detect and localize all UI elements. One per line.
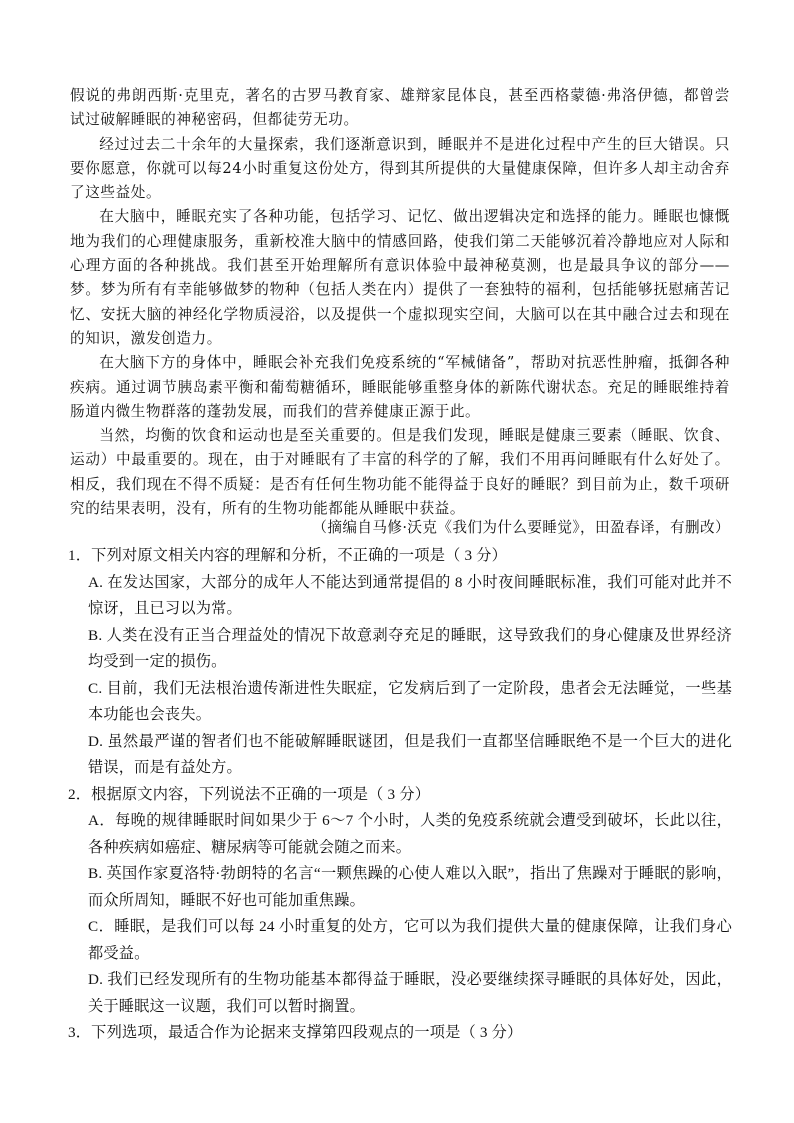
option-c: C．睡眠，是我们可以每 24 小时重复的处方，它可以为我们提供大量的健康保障，让我们身心都受益。 — [88, 918, 732, 962]
option-d: D. 虽然最严谨的智者们也不能破解睡眠谜团，但是我们一直都坚信睡眠绝不是一个巨大的进化错误，而是有益处方。 — [88, 732, 732, 776]
question-stem: 2．根据原文内容，下列说法不正确的一项是（ 3 分） — [68, 785, 431, 803]
question-2 — [68, 782, 732, 1021]
passage-paragraph: 经过过去二十余年的大量探索，我们逐渐意识到，睡眠并不是进化过程中产生的巨大错误。只要你愿意，你就可以每24小时重复这份处方，得到其所提供的大量健康保障，但许多人却主动舍弃了这些益处。 — [70, 135, 730, 202]
question-stem: 1．下列对原文相关内容的理解和分析，不正确的一项是（ 3 分） — [68, 547, 508, 564]
option-b: B. 人类在没有正当合理益处的情况下故意剥夺充足的睡眠，这导致我们的身心健康及世界经济均受到一定的损伤。 — [88, 626, 732, 670]
question-1 — [68, 543, 732, 782]
passage-source: （摘编自马修·沃克《我们为什么要睡觉》，田盈春译，有删改） — [312, 519, 730, 536]
question-stem: 3．下列选项，最适合作为论据来支撑第四段观点的一项是（ 3 分） — [68, 1024, 523, 1041]
question-list — [68, 543, 732, 1047]
option-c: C. 目前，我们无法根治遗传渐进性失眠症，它发病后到了一定阶段，患者会无法睡觉，一些基本功能也会丧失。 — [88, 679, 732, 723]
option-b: B. 英国作家夏洛特·勃朗特的名言“一颗焦躁的心使人难以入眠”，指出了焦躁对于睡眠的影响，而众所周知，睡眠不好也可能加重焦躁。 — [88, 865, 732, 909]
passage-paragraph: 假说的弗朗西斯·克里克，著名的古罗马教育家、雄辩家昆体良，甚至西格蒙德·弗洛伊德，都曾尝试过破解睡眠的神秘密码，但都徒劳无功。 — [70, 87, 730, 129]
option-d: D. 我们已经发现所有的生物功能基本都得益于睡眠，没必要继续探寻睡眠的具体好处，因此，关于睡眠这一议题，我们可以暂时搁置。 — [88, 971, 732, 1015]
option-a: A. 在发达国家，大部分的成年人不能达到通常提倡的 8 小时夜间睡眠标准，我们可能对此并不惊讶，且已习以为常。 — [88, 573, 732, 617]
option-a: A．每晚的规律睡眠时间如果少于 6～7 个小时，人类的免疫系统就会遭受到破坏，长此以往，各种疾病如癌症、糖尿病等可能就会随之而来。 — [88, 812, 732, 856]
passage-paragraph: 在大脑中，睡眠充实了各种功能，包括学习、记忆、做出逻辑决定和选择的能力。睡眠也慷慨地为我们的心理健康服务，重新校准大脑中的情感回路，使我们第二天能够沉着冷静地应对人际和心理方面的各种挑战。我们甚至开始理解所有意识体验中最神秘莫测，也是最具争议的部分——梦。梦为所有有幸能够做梦的物种（包括人类在内）提供了一套独特的福利，包括能够抚慰痛苦记忆、安抚大脑的神经化学物质浸浴，以及提供一个虚拟现实空间，大脑可以在其中融合过去和现在的知识，激发创造力。 — [70, 208, 730, 347]
passage-paragraph: 当然，均衡的饮食和运动也是至关重要的。但是我们发现，睡眠是健康三要素（睡眠、饮食、运动）中最重要的。现在，由于对睡眠有了丰富的科学的了解，我们不用再问睡眠有什么好处了。相反，我们现在不得不质疑：是否有任何生物功能不能得益于良好的睡眠？到目前为止，数千项研究的结果表明，没有，所有的生物功能都能从睡眠中获益。 — [70, 427, 730, 518]
passage-paragraph: 在大脑下方的身体中，睡眠会补充我们免疫系统的“军械储备”，帮助对抗恶性肿瘤，抵御各种疾病。通过调节胰岛素平衡和葡萄糖循环，睡眠能够重整身体的新陈代谢状态。充足的睡眠维持着肠道内微生物群落的蓬勃发展，而我们的营养健康正源于此。 — [70, 354, 730, 420]
question-3 — [68, 1020, 732, 1047]
reading-passage — [70, 84, 730, 521]
